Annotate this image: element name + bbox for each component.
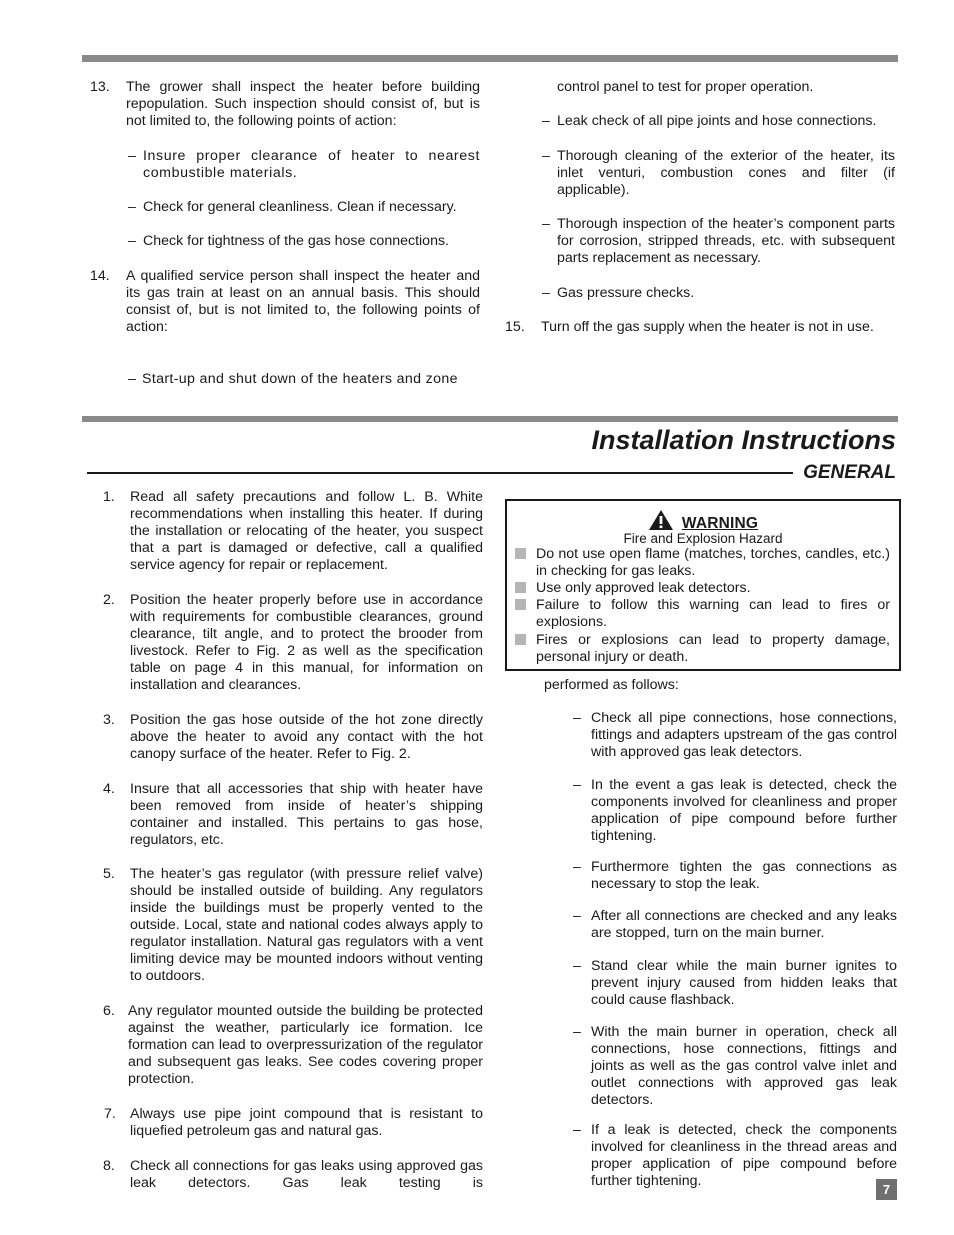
general-item-5-text: The heater’s gas regulator (with pressure relief valve) should be installed outside of building. Any regulators inside the buildings must be properly vented to the outside. Local, state and national codes always apply to regulator installation. Natural gas regulators with a vent limiting device may be mounted indoors without venting to outdoors. <box>130 866 483 984</box>
item-15-text: Turn off the gas supply when the heater is not in use. <box>541 319 874 335</box>
dash-mark: – <box>128 148 136 164</box>
general-item-8-text: Check all connections for gas leaks using approved gas leak detectors. Gas leak testing is <box>130 1158 483 1191</box>
item-15-number: 15. <box>505 319 525 335</box>
dash-mark: – <box>542 216 550 232</box>
hazard-title: Fire and Explosion Hazard <box>623 531 783 546</box>
item-14-dash-2: Leak check of all pipe joints and hose connections. <box>557 113 877 129</box>
dash-mark: – <box>542 113 550 129</box>
section-title: Installation Instructions <box>591 425 896 455</box>
page-number: 7 <box>876 1179 897 1200</box>
dash-mark: – <box>128 233 136 249</box>
item-13-dash-1: Insure proper clearance of heater to nearest combustible materials. <box>143 148 480 181</box>
item-14-dash-4: Thorough inspection of the heater’s component parts for corrosion, stripped threads, etc. with subsequent parts replacement as necessary. <box>557 216 895 266</box>
dash-mark: – <box>128 371 136 387</box>
leak-test-step-4: After all connections are checked and any leaks are stopped, turn on the main burner. <box>591 908 897 941</box>
subsection-title: GENERAL <box>803 462 896 483</box>
subsection-rule <box>87 472 793 474</box>
general-item-3-number: 3. <box>103 712 115 728</box>
dash-mark: – <box>573 958 581 974</box>
dash-mark: – <box>573 710 581 726</box>
dash-mark: – <box>573 1122 581 1138</box>
dash-mark: – <box>573 777 581 793</box>
warning-bullet-4: Fires or explosions can lead to property damage, personal injury or death. <box>536 632 890 665</box>
leak-test-step-1: Check all pipe connections, hose connections, fittings and adapters upstream of the gas control with approved gas leak detectors. <box>591 710 897 760</box>
item-14-number: 14. <box>90 268 110 284</box>
item-14-dash-5: Gas pressure checks. <box>557 285 695 301</box>
bullet-square <box>515 582 526 593</box>
item-14-continued: control panel to test for proper operation. <box>557 79 814 95</box>
leak-test-step-3: Furthermore tighten the gas connections as necessary to stop the leak. <box>591 859 897 892</box>
general-item-2-number: 2. <box>103 592 115 608</box>
general-item-3-text: Position the gas hose outside of the hot zone directly above the heater to avoid any contact with the hot canopy surface of the heater. Refer to Fig. 2. <box>130 712 483 762</box>
dash-mark: – <box>128 199 136 215</box>
general-item-2-text: Position the heater properly before use in accordance with requirements for combustible clearances, ground clearance, tilt angle, and to protect the brooder from livestock. Refer to Fig. 2 as well as the specification table on page 4 in this manual, for information on installation and clearances. <box>130 592 483 693</box>
bullet-square <box>515 634 526 645</box>
leak-test-step-6: With the main burner in operation, check all connections, hose connections, fittings and joints as well as the gas control valve inlet and outlet connections with approved gas leak detectors. <box>591 1024 897 1108</box>
general-item-8-number: 8. <box>103 1158 115 1174</box>
bullet-square <box>515 548 526 559</box>
dash-mark: – <box>573 1024 581 1040</box>
item-14-dash-1: Start-up and shut down of the heaters and zone <box>142 371 458 387</box>
warning-label: WARNING <box>681 515 759 532</box>
general-item-7-text: Always use pipe joint compound that is resistant to liquefied petroleum gas and natural gas. <box>130 1106 483 1139</box>
bullet-square <box>515 599 526 610</box>
general-item-6-number: 6. <box>103 1003 115 1019</box>
general-item-4-number: 4. <box>103 781 115 797</box>
warning-box <box>505 499 901 671</box>
dash-mark: – <box>542 285 550 301</box>
item-14-text: A qualified service person shall inspect the heater and its gas train at least on an annual basis. This should consist of, but is not limited to, the following points of action: <box>126 268 480 335</box>
section-rule <box>82 416 898 422</box>
general-item-7-number: 7. <box>104 1106 116 1122</box>
leak-test-intro: performed as follows: <box>544 677 679 693</box>
item-14-dash-3: Thorough cleaning of the exterior of the heater, its inlet venturi, combustion cones and filter (if applicable). <box>557 148 895 198</box>
general-item-5-number: 5. <box>103 866 115 882</box>
general-item-4-text: Insure that all accessories that ship with heater have been removed from inside of heater’s shipping container and installed. This pertains to gas hose, regulators, etc. <box>130 781 483 848</box>
dash-mark: – <box>573 908 581 924</box>
general-item-6-text: Any regulator mounted outside the building be protected against the weather, particularly ice formation. Ice formation can lead to overpressurization of the regulator and subsequent gas leaks. See codes covering proper protection. <box>128 1003 483 1087</box>
general-item-1-number: 1. <box>103 489 115 505</box>
top-rule <box>82 55 898 62</box>
item-13-dash-3: Check for tightness of the gas hose connections. <box>143 233 450 249</box>
item-13-dash-2: Check for general cleanliness. Clean if necessary. <box>143 199 457 215</box>
warning-bullet-2: Use only approved leak detectors. <box>536 580 751 596</box>
leak-test-step-7: If a leak is detected, check the components involved for cleanliness in the thread areas and proper application of pipe compound before further tightening. <box>591 1122 897 1189</box>
item-13-number: 13. <box>90 79 110 95</box>
warning-bullet-3: Failure to follow this warning can lead to fires or explosions. <box>536 597 890 630</box>
warning-bullet-1: Do not use open flame (matches, torches, candles, etc.) in checking for gas leaks. <box>536 546 890 579</box>
dash-mark: – <box>573 859 581 875</box>
leak-test-step-5: Stand clear while the main burner ignites to prevent injury caused from hidden leaks that could cause flashback. <box>591 958 897 1008</box>
leak-test-step-2: In the event a gas leak is detected, check the components involved for cleanliness and proper application of pipe compound before further tightening. <box>591 777 897 844</box>
item-13-text: The grower shall inspect the heater before building repopulation. Such inspection should consist of, but is not limited to, the following points of action: <box>126 79 480 129</box>
dash-mark: – <box>542 148 550 164</box>
general-item-1-text: Read all safety precautions and follow L. B. White recommendations when installing this heater. If during the installation or relocating of the heater, you suspect that a part is damaged or defective, call a qualified service agency for repair or replacement. <box>130 489 483 573</box>
